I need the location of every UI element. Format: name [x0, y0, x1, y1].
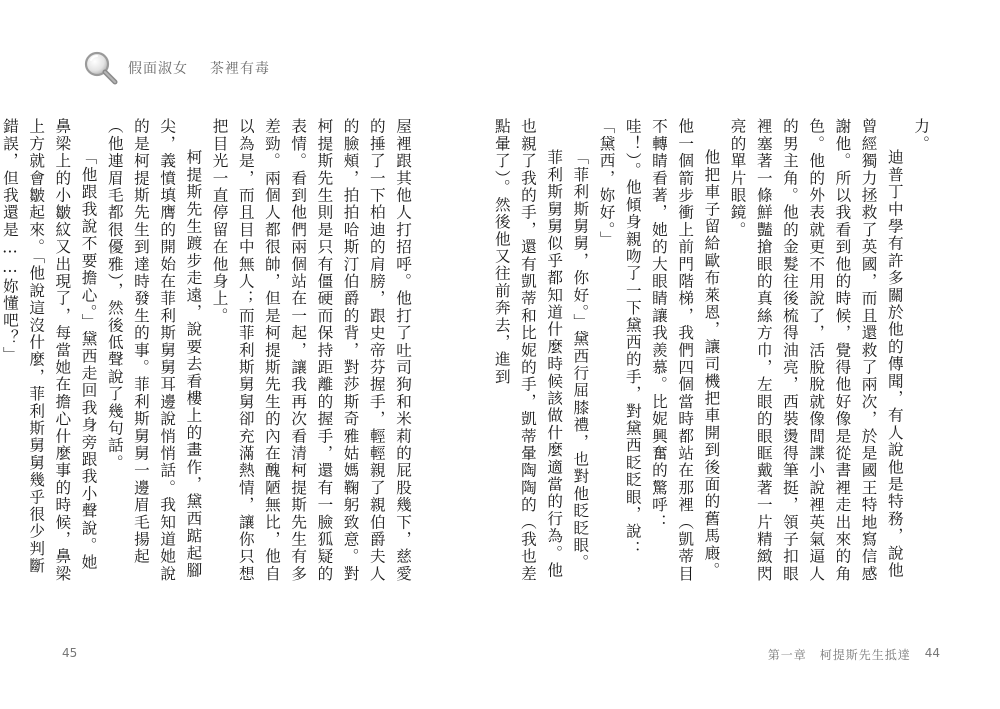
page-number-right: 44 — [924, 646, 940, 660]
paragraph: 他把車子留給歐布萊恩，讓司機把車開到後面的舊馬廄。他一個箭步衝上前門階梯，我們四個當時都站在那裡（凱蒂目不轉睛看著，她的大眼睛讓我羨慕。比妮興奮的驚呼：哇！）。他傾身親吻了一下黛西的手，對黛西眨眨眼，說：「黛西，妳好。」 — [597, 118, 721, 583]
right-page — [492, 0, 1000, 709]
page-number-left: 45 — [62, 646, 78, 660]
paragraph: 「菲利斯舅舅，你好。」黛西行屈膝禮，也對他眨眨眼。 — [571, 149, 590, 572]
book-title: 假面淑女 — [128, 61, 188, 77]
paragraph: 菲利斯舅舅似乎都知道什麼時候該做什麼適當的行為。他也親了我的手，還有凱蒂和比妮的手，凱蒂暈陶陶的（我也差點暈了）。然後他又往前奔去，進到 — [492, 118, 564, 583]
running-header — [82, 48, 270, 88]
left-page-text — [0, 118, 416, 588]
chapter-subtitle: 茶裡有毒 — [210, 61, 270, 77]
magnifier-icon — [82, 49, 120, 87]
paragraph: 屋裡跟其他人打招呼。他打了吐司狗和米莉的屁股幾下，慈愛的捶了一下柏迪的肩膀，跟史帝芬握手，輕輕親了親伯爵夫人的臉頰，拍拍哈斯汀伯爵的背，對莎斯奇雅姑媽鞠躬致意。對柯提斯先生則是只有僵硬而保持距離的握手，還有一臉狐疑的表情。看到他們兩個站在一起，讓我再次看清柯提斯先生有多差勁。兩個人都很帥，但是柯提斯先生的內在醜陋無比，他自以為是，而且目中無人；而菲利斯舅舅卻充滿熱情，讓你只想把目光一直停留在他身上。 — [210, 118, 412, 583]
right-page-text — [492, 118, 934, 588]
right-page-footer — [768, 646, 940, 663]
paragraph: 「他跟我說不要擔心。」黛西走回我身旁跟我小聲說。她鼻梁上的小皺紋又出現了，每當她在擔心什麼事的時候，鼻梁上方就會皺起來。「他說這沒什麼，菲利斯舅舅幾乎很少判斷錯誤，但我還是……妳懂吧？」 — [0, 118, 98, 583]
chapter-label: 第一章 柯提斯先生抵達 — [767, 648, 911, 662]
paragraph: 力。 — [912, 118, 930, 153]
paragraph: 柯提斯先生踱步走遠，說要去看樓上的畫作，黛西踮起腳尖，義憤填膺的開始在菲利斯舅舅耳邊說悄悄話。我知道她說的是柯提斯先生到達時發生的事。菲利斯舅舅一邊眉毛揚起（他連眉毛都很優雅），然後低聲說了幾句話。 — [105, 118, 203, 583]
paragraph: 迪普丁中學有許多關於他的傳聞，有人說他是特務，說他曾經獨力拯救了英國，而且還救了兩次，於是國王特地寫信感謝他。所以我看到他的時候，覺得他好像是從書裡走出來的角色。他的外表就更不用說了，活脫脫就像間諜小說裡英氣逼人的男主角。他的金髮往後梳得油亮，西裝燙得筆挺，領子扣眼裡塞著一條鮮豔搶眼的真絲方巾，左眼的眼眶戴著一片精緻閃亮的單片眼鏡。 — [728, 118, 904, 583]
